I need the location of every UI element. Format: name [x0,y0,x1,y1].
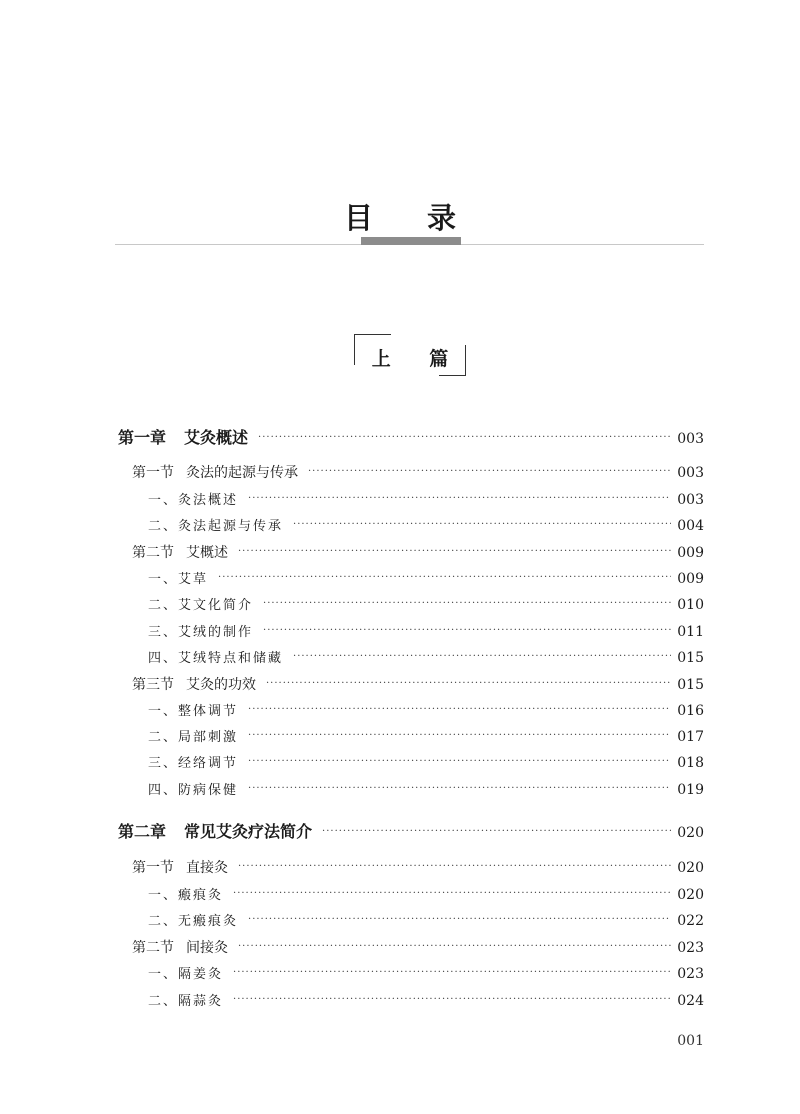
toc-entry-title [148,594,253,613]
toc-section-row [118,542,704,562]
toc-item-row [118,489,704,508]
toc-page-number: 003 [677,465,704,481]
toc-section-row [118,462,704,482]
toc-entry-title [148,963,223,982]
toc-entry-label: 灸法的起源与传承 [186,465,298,481]
toc-entry-label: 二、无瘢痕灸 [148,914,239,929]
toc-entry-number: 第一节 [132,860,174,876]
toc-item-row [118,700,704,719]
toc-entry-title [148,489,238,508]
toc-entry-label: 三、艾绒的制作 [148,625,254,640]
toc-entry-title [148,568,208,587]
toc-item-row [118,568,704,587]
toc-section-row [118,857,704,877]
dot-leader [322,826,671,837]
toc-entry-number: 第二章 [118,822,167,841]
toc-entry-label: 二、艾文化简介 [148,598,254,613]
toc-entry-title [118,425,248,448]
toc-entry-title [148,990,223,1009]
toc-item-row [118,963,704,982]
toc-item-row [118,990,704,1009]
toc-entry-number: 第一章 [118,428,167,447]
page-number: 001 [677,1033,704,1049]
title-underline-bar [361,237,461,245]
toc-item-row [118,884,704,903]
toc-page-number: 010 [677,597,704,613]
toc-entry-number: 第三节 [132,677,174,693]
dot-leader [293,651,671,662]
toc-page-number: 020 [677,887,704,903]
toc-entry-title [148,910,238,929]
toc-page-number: 023 [677,940,704,956]
toc-page-number: 018 [677,755,704,771]
toc-entry-label: 艾概述 [186,545,228,561]
dot-leader [248,704,671,715]
part-heading: 上 篇 [371,348,465,370]
toc-section-row [118,937,704,957]
toc-entry-title [132,542,228,562]
toc-entry-label: 三、经络调节 [148,756,239,771]
dot-leader [248,756,671,767]
toc-page-number: 019 [677,782,704,798]
toc-entry-title [148,752,238,771]
toc-entry-title [148,700,238,719]
toc-page-number: 020 [677,860,704,876]
toc-entry-label: 间接灸 [186,940,228,956]
toc-entry-label: 常见艾灸疗法简介 [184,822,313,841]
toc-entry-label: 二、隔蒜灸 [148,994,224,1009]
toc-entry-label: 直接灸 [186,860,228,876]
toc-page-number: 004 [677,518,704,534]
toc-page-number: 020 [677,825,704,841]
toc-entry-title [148,647,283,666]
dot-leader [248,914,671,925]
dot-leader [308,466,671,477]
toc-entry-label: 一、灸法概述 [148,493,239,508]
dot-leader [233,888,671,899]
toc-page-number: 009 [677,571,704,587]
dot-leader [238,861,671,872]
dot-leader [266,678,671,689]
toc-entry-label: 艾灸的功效 [186,677,256,693]
toc-item-row [118,594,704,613]
toc-entry-label: 二、局部刺激 [148,730,239,745]
part-heading-box [354,334,466,376]
toc-page-number: 022 [677,913,704,929]
toc-page-number: 016 [677,703,704,719]
toc-entry-title [118,819,312,842]
toc-page-number: 023 [677,966,704,982]
dot-leader [263,598,671,609]
dot-leader [293,519,671,530]
toc-item-row [118,910,704,929]
toc-entry-title [148,621,253,640]
toc-chapter-row [118,819,704,842]
toc-entry-title [132,462,298,482]
toc-entry-title [148,726,238,745]
toc-entry-label: 一、整体调节 [148,704,239,719]
toc-entry-number: 第二节 [132,545,174,561]
toc-page-number: 003 [677,492,704,508]
toc-chapter-row [118,425,704,448]
dot-leader [248,493,671,504]
dot-leader [258,432,671,443]
dot-leader [238,546,671,557]
toc-entry-title [148,515,283,534]
toc-entry-title [148,884,223,903]
toc-entry-title [132,857,228,877]
toc-item-row [118,779,704,798]
page-title: 目 录 [343,201,479,235]
toc-page-number: 015 [677,677,704,693]
toc-page-number: 009 [677,545,704,561]
toc-page-number: 017 [677,729,704,745]
toc-entry-title [132,937,228,957]
dot-leader [248,730,671,741]
toc-entry-label: 艾灸概述 [184,428,249,447]
dot-leader [218,572,671,583]
toc-item-row [118,726,704,745]
toc-page-number: 011 [677,624,704,640]
dot-leader [238,941,671,952]
dot-leader [263,625,671,636]
toc-entry-label: 二、灸法起源与传承 [148,519,284,534]
toc-item-row [118,752,704,771]
toc-item-row [118,647,704,666]
toc-entry-label: 一、隔姜灸 [148,967,224,982]
toc-entry-title [148,779,238,798]
toc-section-row [118,674,704,694]
toc-entry-number: 第二节 [132,940,174,956]
toc-entry-number: 第一节 [132,465,174,481]
toc-entry-label: 四、艾绒特点和储藏 [148,651,284,666]
toc-item-row [118,515,704,534]
toc-entry-title [132,674,256,694]
toc-entry-label: 一、艾草 [148,572,209,587]
dot-leader [248,783,671,794]
toc-entry-label: 四、防病保健 [148,783,239,798]
toc-page-number: 024 [677,993,704,1009]
toc-item-row [118,621,704,640]
toc-entry-label: 一、瘢痕灸 [148,888,224,903]
dot-leader [233,994,671,1005]
toc-page-number: 003 [677,431,704,447]
dot-leader [233,967,671,978]
toc-page-number: 015 [677,650,704,666]
